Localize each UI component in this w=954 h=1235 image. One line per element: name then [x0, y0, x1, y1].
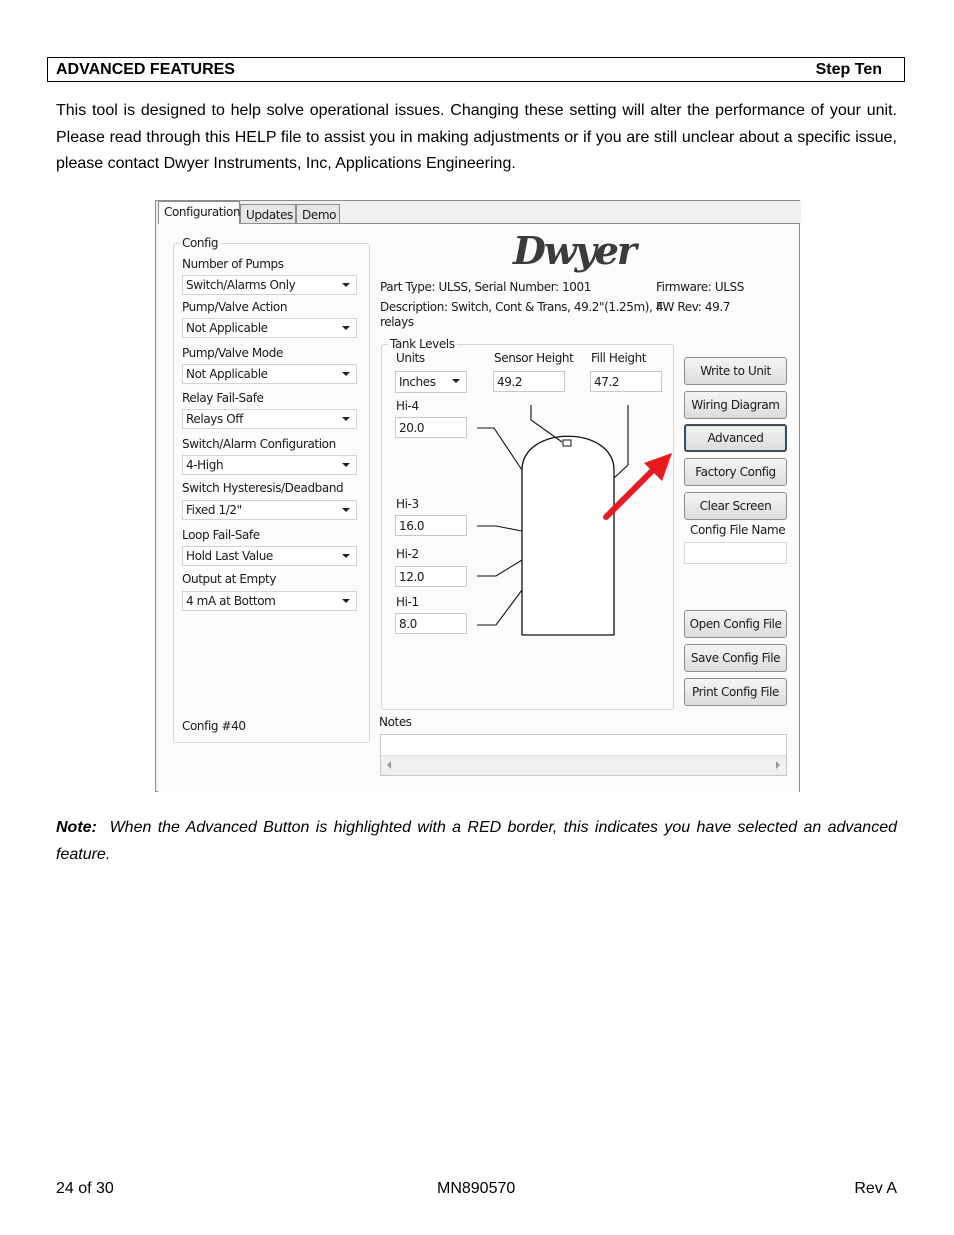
configuration-panel: [158, 223, 799, 792]
hi-2-label: Hi-2: [396, 547, 419, 561]
write-to-unit-button[interactable]: Write to Unit: [684, 357, 787, 385]
switch-hysteresis-label: Switch Hysteresis/Deadband: [182, 481, 344, 495]
fill-height-input[interactable]: [590, 371, 662, 392]
hi-3-input[interactable]: [395, 515, 467, 536]
switch-alarm-config-label: Switch/Alarm Configuration: [182, 437, 336, 451]
tab-strip: [156, 201, 801, 223]
switch-alarm-config-value: 4-High: [186, 458, 224, 472]
scroll-right-icon[interactable]: [776, 761, 780, 769]
output-at-empty-value: 4 mA at Bottom: [186, 594, 276, 608]
scroll-left-icon[interactable]: [387, 761, 391, 769]
chevron-down-icon: [342, 283, 350, 287]
loop-fail-safe-select[interactable]: [182, 546, 357, 566]
fill-height-label: Fill Height: [591, 351, 647, 365]
tab-updates[interactable]: Updates: [240, 204, 296, 223]
config-group: [173, 236, 370, 743]
notes-textarea[interactable]: [380, 734, 787, 776]
output-at-empty-select[interactable]: [182, 591, 357, 611]
relay-fail-safe-select[interactable]: [182, 409, 357, 429]
description-wrap-text: relays: [380, 315, 414, 329]
hi-3-value: 16.0: [399, 519, 425, 533]
relay-fail-safe-label: Relay Fail-Safe: [182, 391, 264, 405]
tab-demo[interactable]: Demo: [296, 204, 340, 223]
chevron-down-icon: [342, 599, 350, 603]
fw-rev-text: FW Rev: 49.7: [656, 300, 730, 314]
pump-valve-action-select[interactable]: [182, 318, 357, 338]
description-text: Description: Switch, Cont & Trans, 49.2"(1.25m), 4: [380, 300, 664, 314]
footer-document-number: MN890570: [437, 1180, 516, 1197]
red-arrow-annotation: [598, 449, 678, 524]
config-number: Config #40: [182, 719, 246, 733]
note-lead: Note:: [56, 819, 97, 836]
wiring-diagram-button[interactable]: Wiring Diagram: [684, 391, 787, 419]
switch-hysteresis-value: Fixed 1/2": [186, 503, 242, 517]
relay-fail-safe-value: Relays Off: [186, 412, 243, 426]
pump-valve-mode-select[interactable]: [182, 364, 357, 384]
intro-paragraph: This tool is designed to help solve operational issues. Changing these setting will alter the performance of your unit. Please read through this HELP file to assist you in making adjustments or if you are still unclear about a specific issue, please contact Dwyer Instruments, Inc, Applications Engineering.: [56, 102, 897, 172]
number-of-pumps-select[interactable]: [182, 275, 357, 295]
number-of-pumps-value: Switch/Alarms Only: [186, 278, 296, 292]
chevron-down-icon: [452, 379, 460, 383]
config-group-title: Config: [182, 236, 219, 250]
config-file-name-input[interactable]: [684, 542, 787, 564]
tank-levels-title: Tank Levels: [390, 337, 455, 351]
section-header: [47, 57, 905, 82]
hi-1-value: 8.0: [399, 617, 417, 631]
dwyer-logo: Dwyer: [513, 228, 635, 273]
pump-valve-mode-label: Pump/Valve Mode: [182, 346, 283, 360]
loop-fail-safe-label: Loop Fail-Safe: [182, 528, 260, 542]
pump-valve-action-label: Pump/Valve Action: [182, 300, 288, 314]
hi-1-label: Hi-1: [396, 595, 419, 609]
notes-horizontal-scrollbar[interactable]: [381, 755, 786, 775]
footer-revision: Rev A: [854, 1180, 897, 1197]
tab-configuration[interactable]: Configuration: [158, 201, 240, 224]
software-screenshot: [155, 200, 800, 792]
hi-2-value: 12.0: [399, 570, 425, 584]
save-config-file-button[interactable]: Save Config File: [684, 644, 787, 672]
factory-config-button[interactable]: Factory Config: [684, 458, 787, 486]
units-label: Units: [396, 351, 425, 365]
switch-hysteresis-select[interactable]: [182, 500, 357, 520]
section-title: ADVANCED FEATURES: [56, 61, 235, 78]
notes-label: Notes: [379, 715, 412, 729]
hi-3-label: Hi-3: [396, 497, 419, 511]
tank-levels-group: [381, 337, 674, 710]
advanced-button[interactable]: Advanced: [684, 424, 787, 452]
firmware-text: Firmware: ULSS: [656, 280, 744, 294]
note-paragraph: [56, 815, 897, 868]
loop-fail-safe-value: Hold Last Value: [186, 549, 273, 563]
sensor-height-input[interactable]: [493, 371, 565, 392]
units-value: Inches: [399, 375, 436, 389]
chevron-down-icon: [342, 417, 350, 421]
output-at-empty-label: Output at Empty: [182, 572, 277, 586]
chevron-down-icon: [342, 508, 350, 512]
section-step: Step Ten: [815, 61, 882, 78]
footer-page-number: 24 of 30: [56, 1180, 114, 1197]
open-config-file-button[interactable]: Open Config File: [684, 610, 787, 638]
chevron-down-icon: [342, 372, 350, 376]
hi-4-label: Hi-4: [396, 399, 419, 413]
fill-height-value: 47.2: [594, 375, 620, 389]
hi-1-input[interactable]: [395, 613, 467, 634]
hi-4-value: 20.0: [399, 421, 425, 435]
sensor-height-label: Sensor Height: [494, 351, 574, 365]
chevron-down-icon: [342, 326, 350, 330]
number-of-pumps-label: Number of Pumps: [182, 257, 284, 271]
config-file-name-label: Config File Name: [690, 523, 786, 537]
sensor-height-value: 49.2: [497, 375, 523, 389]
chevron-down-icon: [342, 554, 350, 558]
switch-alarm-config-select[interactable]: [182, 455, 357, 475]
note-text: When the Advanced Button is highlighted with a RED border, this indicates you have selected an advanced feature.: [56, 819, 897, 863]
pump-valve-action-value: Not Applicable: [186, 321, 268, 335]
part-type-text: Part Type: ULSS, Serial Number: 1001: [380, 280, 592, 294]
hi-2-input[interactable]: [395, 566, 467, 587]
clear-screen-button[interactable]: Clear Screen: [684, 492, 787, 520]
pump-valve-mode-value: Not Applicable: [186, 367, 268, 381]
print-config-file-button[interactable]: Print Config File: [684, 678, 787, 706]
chevron-down-icon: [342, 463, 350, 467]
units-select[interactable]: [395, 371, 467, 393]
hi-4-input[interactable]: [395, 417, 467, 438]
